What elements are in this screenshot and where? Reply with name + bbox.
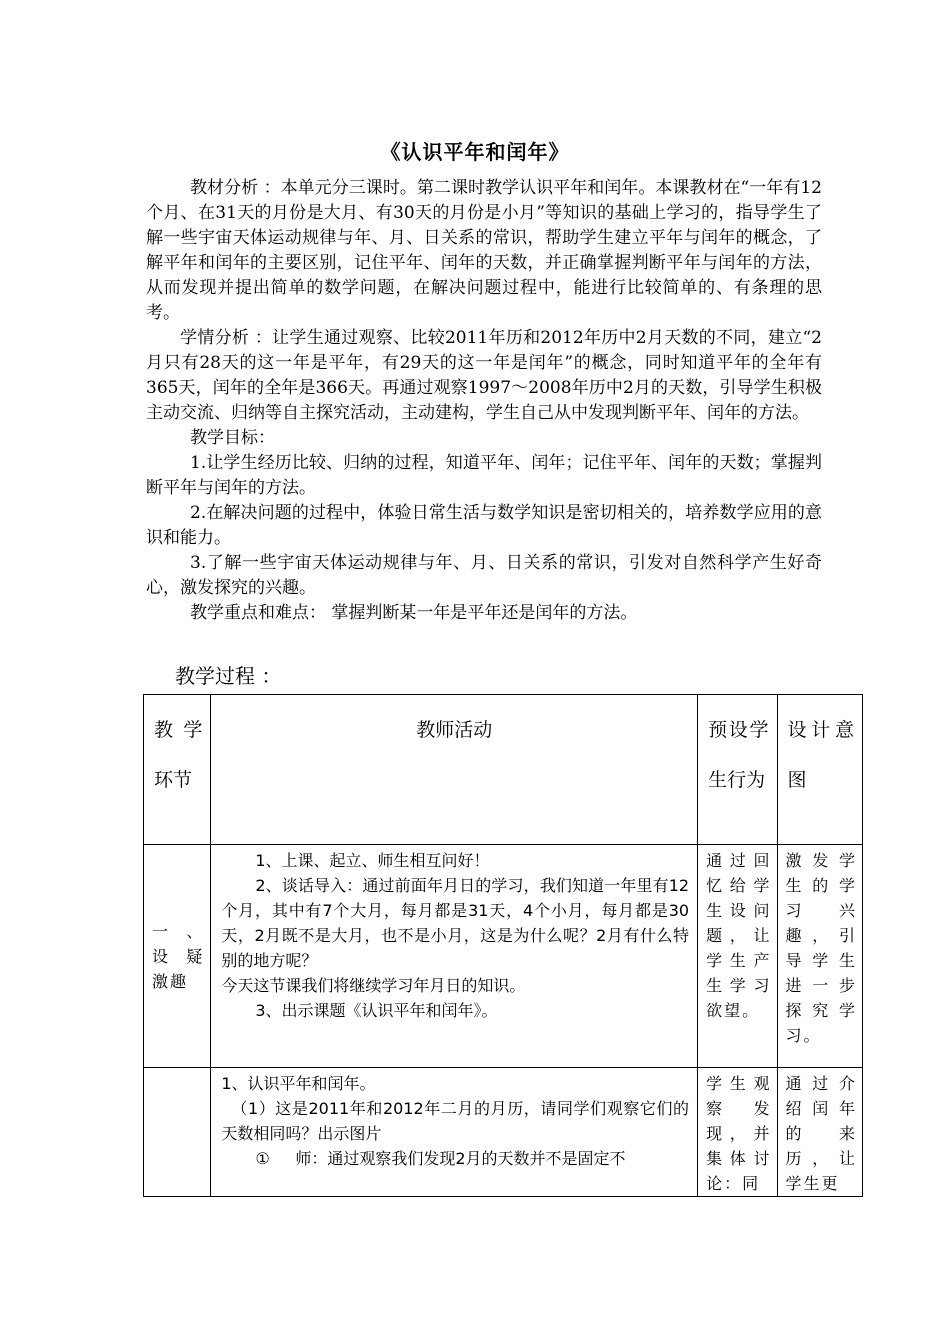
row1-teacher-line-4: 3、出示课题《认识平年和闰年》。 [255, 1001, 498, 1020]
header-stage: 教学环节 [154, 719, 203, 791]
table-row [144, 1068, 863, 1197]
row1-design-intent: 激发学生的学习兴趣，引导学生进一步探究学习。 [785, 851, 857, 1045]
row2-teacher-line-2: （1）这是2011年和2012年二月的月历，请同学们观察它们的天数相同吗？出示图片 [221, 1099, 690, 1143]
header-student-behavior: 预设学生行为 [708, 719, 769, 791]
goal-item-3: 3.了解一些宇宙天体运动规律与年、月、日关系的常识，引发对自然科学产生好奇心，激发探究的兴趣。 [146, 553, 822, 598]
row2-teacher-marker: ① [255, 1149, 270, 1168]
row2-design-intent: 通过介绍闰年的来历，让学生更 [785, 1074, 857, 1193]
row2-teacher-line-1: 1、认识平年和闰年。 [221, 1074, 376, 1093]
goal-item-2: 2.在解决问题的过程中，体验日常生活与数学知识是密切相关的，培养数学应用的意识和能力。 [146, 503, 822, 548]
lesson-process-table [143, 694, 863, 1197]
row1-teacher-line-3: 今天这节课我们将继续学习年月日的知识。 [221, 976, 526, 995]
table-row [144, 845, 863, 1068]
row1-teacher-line-1: 1、上课、起立、师生相互问好！ [255, 851, 490, 870]
document-title: 《认识平年和闰年》 [380, 140, 570, 164]
row2-student-behavior: 学生观察发现，并集体讨论：同 [706, 1074, 772, 1193]
header-teacher-activity: 教师活动 [416, 719, 493, 741]
student-analysis-paragraph: 学情分析 ：让学生通过观察、比较2011年历和2012年历中2月天数的不同，建立“2月只有28天的这一年是平年，有29天的这一年是闰年”的概念，同时知道平年的全年有365天，闰年的全年是366天。再通过观察1997～2008年历中2月的天数，引导学生积极主动交流、归纳等自主探究活动，主动建构，学生自己从中发现判断平年、闰年的方法。 [146, 328, 822, 423]
row2-teacher-line-3: 师：通过观察我们发现2月的天数并不是固定不 [295, 1149, 626, 1168]
goals-heading: 教学目标： [190, 428, 275, 448]
table-header-row [144, 695, 863, 845]
process-heading: 教学过程 ： [175, 664, 282, 688]
row2-teacher-activity [211, 1068, 697, 1171]
textbook-analysis-paragraph: 教材分析 ：本单元分三课时。第二课时教学认识平年和闰年。本课教材在“一年有12个月、在31天的月份是大月、有30天的月份是小月”等知识的基础上学习的，指导学生了解一些宇宙天体运动规律与年、月、日关系的常识，帮助学生建立平年与闰年的概念，了解平年和闰年的主要区别，记住平年、闰年的天数，并正确掌握判断平年与闰年的方法，从而发现并提出简单的数学问题，在解决问题过程中，能进行比较简单的、有条理的思考。 [146, 178, 822, 323]
goal-item-1: 1.让学生经历比较、归纳的过程，知道平年、闰年；记住平年、闰年的天数；掌握判断平年与闰年的方法。 [146, 453, 822, 498]
key-points-line: 教学重点和难点： 掌握判断某一年是平年还是闰年的方法。 [190, 603, 638, 623]
row1-teacher-activity [211, 845, 697, 1023]
header-design-intent: 设计意图 [787, 719, 854, 791]
row1-student-behavior: 通过回忆给学生设问题，让学生产生学习欲望。 [706, 851, 772, 1020]
document-body [146, 176, 822, 626]
row1-teacher-line-2: 2、谈话导入：通过前面年月日的学习，我们知道一年里有12个月，其中有7个大月，每月都是31天，4个小月，每月都是30天，2月既不是大月，也不是小月，这是为什么呢？2月有什么特别的地方呢？ [221, 876, 690, 970]
row1-stage: 一、设疑激趣 [152, 921, 205, 991]
